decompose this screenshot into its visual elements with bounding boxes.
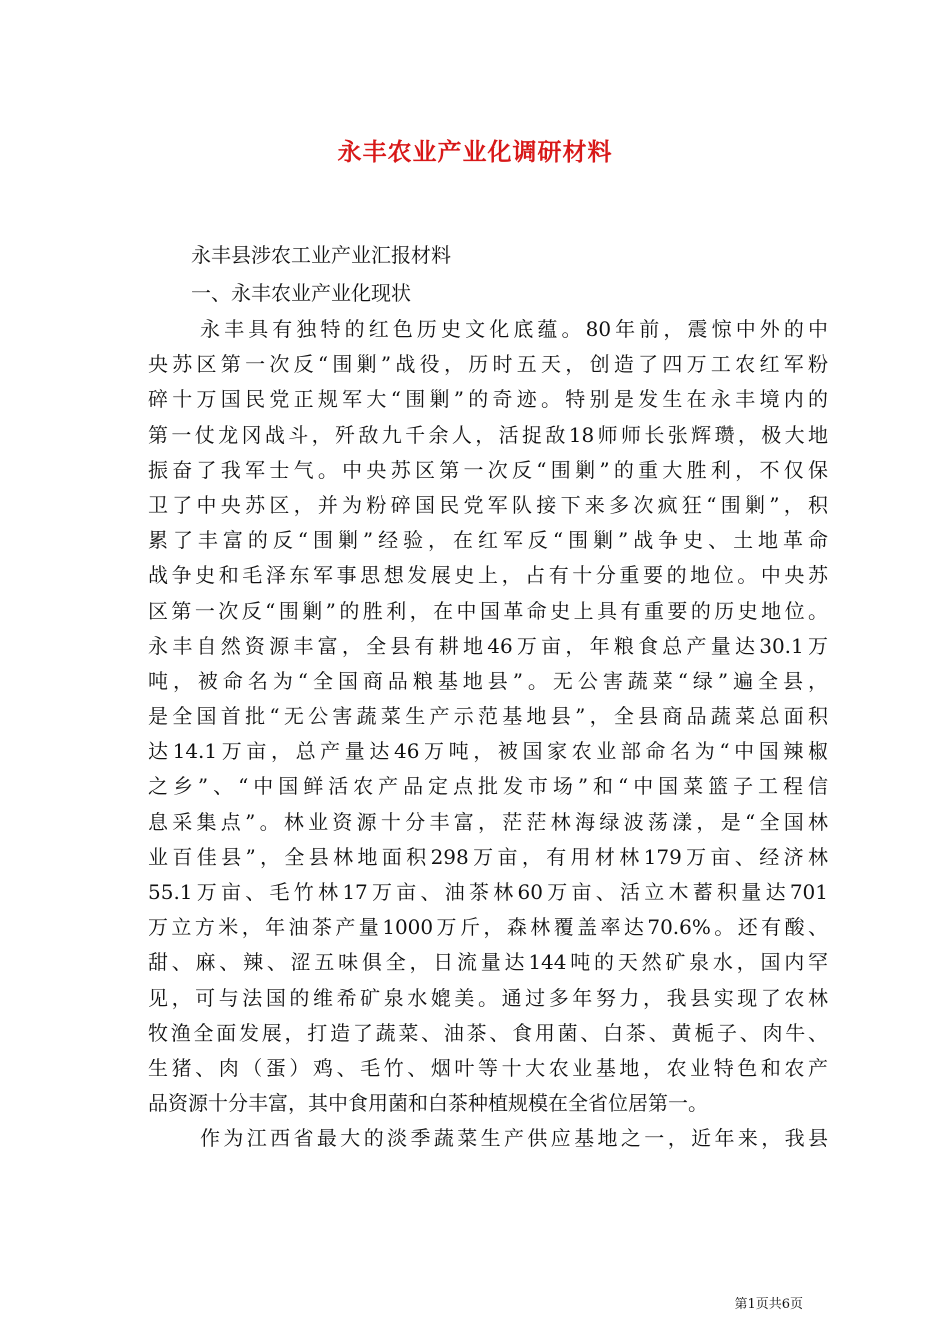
body-text: [148, 312, 828, 1157]
body-line: 第一仗龙冈战斗，歼敌九千余人，活捉敌18师师长张辉瓒，极大地: [148, 422, 828, 447]
body-line: 见，可与法国的维希矿泉水媲美。通过多年努力，我县实现了农林: [148, 985, 828, 1010]
body-line: 甜、麻、辣、涩五味俱全，日流量达144吨的天然矿泉水，国内罕: [148, 950, 828, 975]
body-line: 万立方米，年油茶产量1000万斤，森林覆盖率达70.6%。还有酸、: [148, 915, 828, 940]
body-line: 作为江西省最大的淡季蔬菜生产供应基地之一，近年来，我县: [200, 1126, 828, 1151]
body-line: 碎十万国民党正规军大“围剿”的奇迹。特别是发生在永丰境内的: [148, 387, 828, 412]
body-line: 吨，被命名为“全国商品粮基地县”。无公害蔬菜“绿”遍全县，: [148, 668, 828, 693]
body-line: 央苏区第一次反“围剿”战役，历时五天，创造了四万工农红军粉: [148, 352, 828, 377]
body-line: 业百佳县”，全县林地面积298万亩，有用材林179万亩、经济林: [148, 844, 828, 869]
body-line: 战争史和毛泽东军事思想发展史上，占有十分重要的地位。中央苏: [148, 563, 828, 588]
body-line: 振奋了我军士气。中央苏区第一次反“围剿”的重大胜利，不仅保: [148, 457, 828, 482]
body-line: 生猪、肉（蛋）鸡、毛竹、烟叶等十大农业基地，农业特色和农产: [148, 1055, 828, 1080]
document-title: 永丰农业产业化调研材料: [337, 137, 613, 166]
body-line: 牧渔全面发展，打造了蔬菜、油茶、食用菌、白茶、黄栀子、肉牛、: [148, 1020, 828, 1045]
body-line: 品资源十分丰富，其中食用菌和白茶种植规模在全省位居第一。: [148, 1091, 708, 1116]
body-line: 累了丰富的反“围剿”经验，在红军反“围剿”战争史、土地革命: [148, 528, 828, 553]
body-line: 卫了中央苏区，并为粉碎国民党军队接下来多次疯狂“围剿”，积: [148, 492, 828, 517]
body-line: 55.1万亩、毛竹林17万亩、油茶林60万亩、活立木蓄积量达701: [148, 880, 828, 904]
document-subtitle: 永丰县涉农工业产业汇报材料: [191, 243, 451, 267]
body-line: 区第一次反“围剿”的胜利，在中国革命史上具有重要的历史地位。: [148, 598, 828, 623]
body-line: 是全国首批“无公害蔬菜生产示范基地县”，全县商品蔬菜总面积: [148, 704, 828, 729]
body-line: 永丰自然资源丰富，全县有耕地46万亩，年粮食总产量达30.1万: [148, 633, 828, 658]
body-line: 之乡”、“中国鲜活农产品定点批发市场”和“中国菜篮子工程信: [148, 774, 828, 799]
section-heading: 一、永丰农业产业化现状: [191, 281, 411, 305]
body-line: 息采集点”。林业资源十分丰富，茫茫林海绿波荡漾，是“全国林: [148, 809, 828, 834]
page-number: 第1页共6页: [734, 1297, 803, 1312]
body-line: 达14.1万亩，总产量达46万吨，被国家农业部命名为“中国辣椒: [148, 739, 828, 764]
body-line: 永丰具有独特的红色历史文化底蕴。80年前，震惊中外的中: [200, 317, 828, 341]
